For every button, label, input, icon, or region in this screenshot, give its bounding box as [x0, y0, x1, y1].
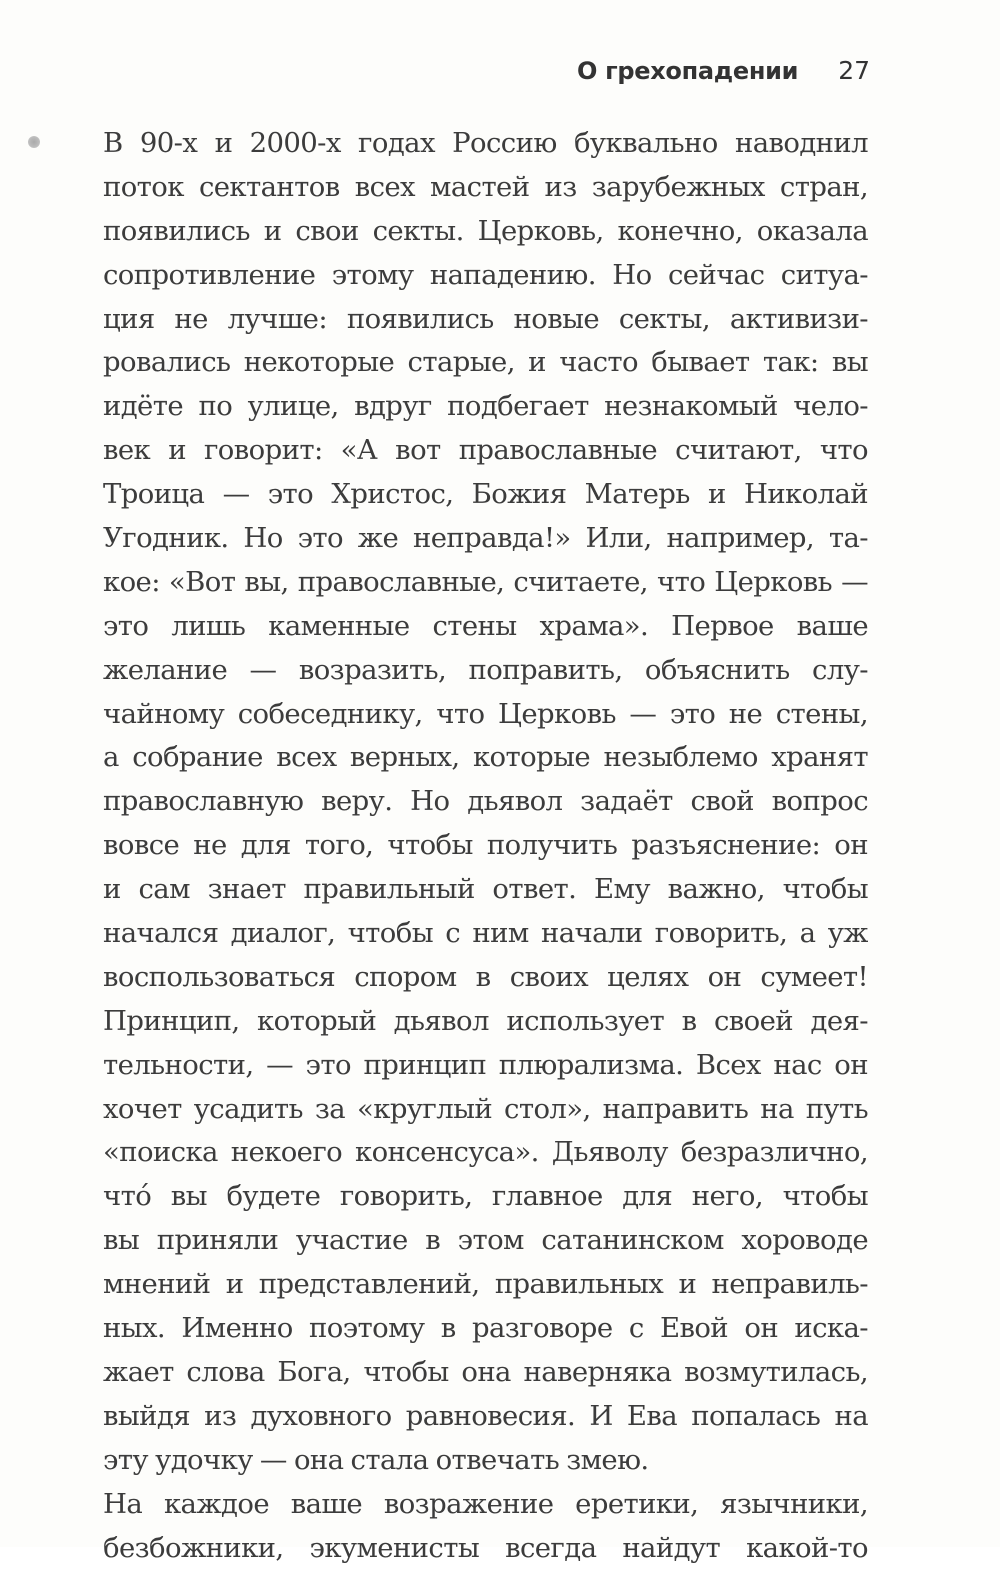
text-line: это лишь каменные стены храма». Первое ваше: [103, 605, 868, 649]
text-line: На каждое ваше возражение еретики, язычники,: [103, 1483, 868, 1527]
text-line: чайному собеседнику, что Церковь — это не стены,: [103, 693, 868, 737]
text-line: начался диалог, чтобы с ним начали говорить, а уж: [103, 912, 868, 956]
text-line: кое: «Вот вы, православные, считаете, что Церковь —: [103, 561, 868, 605]
text-line: безбожники, экуменисты всегда найдут какой-то: [103, 1527, 868, 1570]
text-line: появились и свои секты. Церковь, конечно, оказала: [103, 210, 868, 254]
bullet-dot-icon: [28, 136, 40, 148]
text-line: В 90-х и 2000-х годах Россию буквально наводнил: [103, 122, 868, 166]
text-line: идёте по улице, вдруг подбегает незнакомый чело-: [103, 385, 868, 429]
text-line: воспользоваться спором в своих целях он сумеет!: [103, 956, 868, 1000]
text-line: поток сектантов всех мастей из зарубежных стран,: [103, 166, 868, 210]
text-line: жает слова Бога, чтобы она наверняка возмутилась,: [103, 1351, 868, 1395]
text-line: что́ вы будете говорить, главное для него, чтобы: [103, 1175, 868, 1219]
text-line: Троица — это Христос, Божия Матерь и Николай: [103, 473, 868, 517]
text-line: выйдя из духовного равновесия. И Ева попалась на: [103, 1395, 868, 1439]
text-line: а собрание всех верных, которые незыблемо хранят: [103, 736, 868, 780]
text-line: ция не лучше: появились новые секты, активизи-: [103, 298, 868, 342]
text-line: ровались некоторые старые, и часто бывает так: вы: [103, 341, 868, 385]
running-title: О грехопадении: [577, 57, 798, 85]
text-line: вовсе не для того, чтобы получить разъяснение: он: [103, 824, 868, 868]
text-line: православную веру. Но дьявол задаёт свой вопрос: [103, 780, 868, 824]
text-line: Угодник. Но это же неправда!» Или, например, та-: [103, 517, 868, 561]
text-line: и сам знает правильный ответ. Ему важно, чтобы: [103, 868, 868, 912]
text-line: вы приняли участие в этом сатанинском хороводе: [103, 1219, 868, 1263]
text-line: «поиска некоего консенсуса». Дьяволу безразлично,: [103, 1131, 868, 1175]
text-line: хочет усадить за «круглый стол», направить на путь: [103, 1088, 868, 1132]
body-text: [103, 122, 868, 1570]
page-number: 27: [838, 56, 870, 85]
text-line: Принцип, который дьявол использует в своей дея-: [103, 1000, 868, 1044]
text-line: ных. Именно поэтому в разговоре с Евой он иска-: [103, 1307, 868, 1351]
running-header: [560, 56, 870, 96]
text-line: мнений и представлений, правильных и неправиль-: [103, 1263, 868, 1307]
text-line: сопротивление этому нападению. Но сейчас ситуа-: [103, 254, 868, 298]
text-line: век и говорит: «А вот православные считают, что: [103, 429, 868, 473]
text-line: эту удочку — она стала отвечать змею.: [103, 1439, 868, 1483]
text-line: желание — возразить, поправить, объяснить слу-: [103, 649, 868, 693]
text-line: тельности, — это принцип плюрализма. Всех нас он: [103, 1044, 868, 1088]
